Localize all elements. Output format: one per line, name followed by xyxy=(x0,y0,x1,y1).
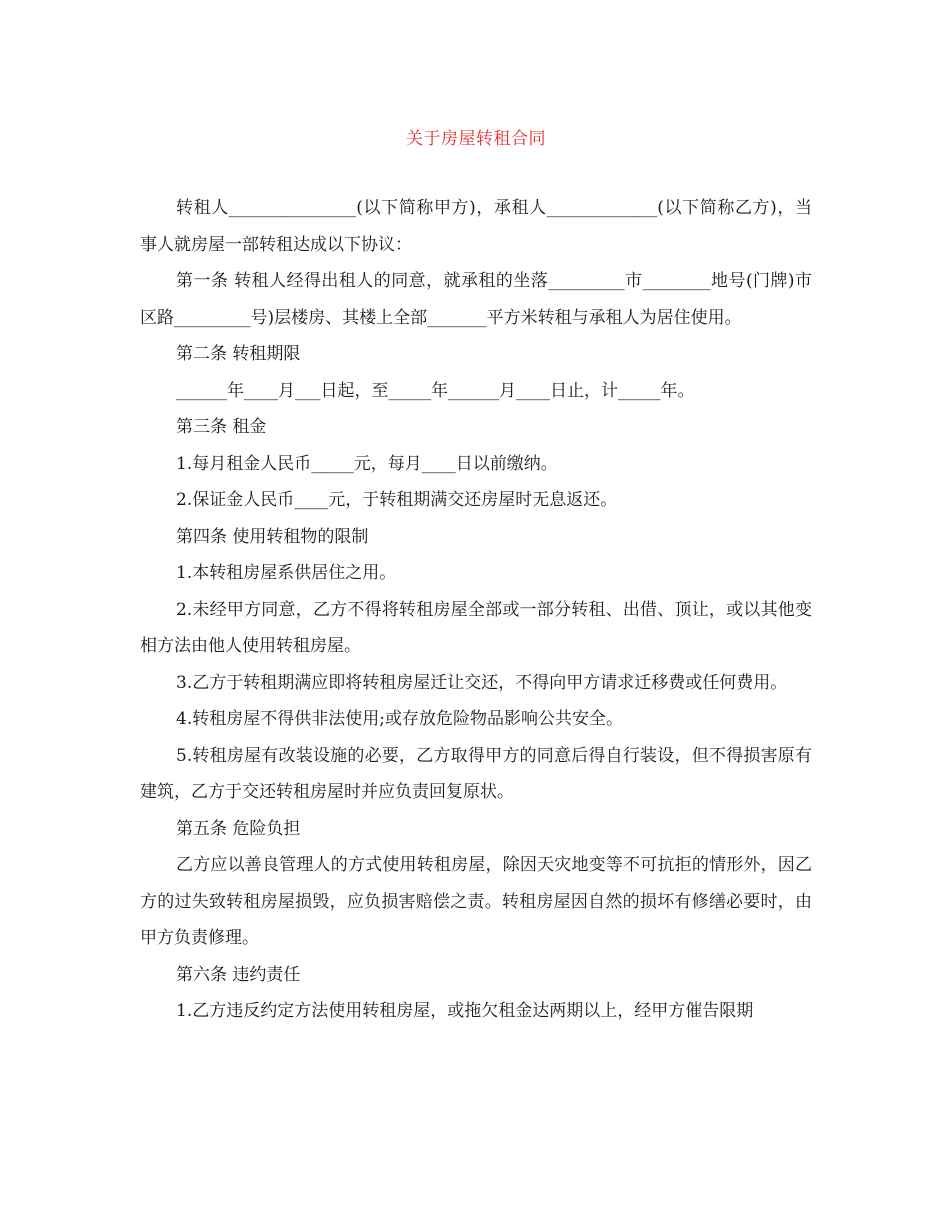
document-body xyxy=(140,190,812,1030)
paragraph-rent-2: 2.保证金人民币____元，于转租期满交还房屋时无息返还。 xyxy=(176,490,618,510)
paragraph-use-3: 3.乙方于转租期满应即将转租房屋迁让交还，不得向甲方请求迁移费或任何费用。 xyxy=(176,672,788,693)
paragraph-breach-1: 1.乙方违反约定方法使用转租房屋，或拖欠租金达两期以上，经甲方催告限期 xyxy=(176,1001,754,1021)
paragraph-use-1: 1.本转租房屋系供居住之用。 xyxy=(176,563,397,583)
heading-article-3: 第三条 租金 xyxy=(176,417,267,437)
paragraph-risk: 乙方应以善良管理人的方式使用转租房屋，除因天灾地变等不可抗拒的情形外，因乙方的过失致转租房屋损毁，应负损害赔偿之责。转租房屋因自然的损坏有修缮必要时，由甲方负责修理。 xyxy=(140,855,812,948)
paragraph-use-2: 2.未经甲方同意，乙方不得将转租房屋全部或一部分转租、出借、顶让，或以其他变相方法由他人使用转租房屋。 xyxy=(140,599,812,656)
paragraph-term-dates: ______年____月___日起，至_____年______月____日止，计_____年。 xyxy=(176,380,695,401)
heading-article-5: 第五条 危险负担 xyxy=(176,818,301,839)
document-title: 关于房屋转租合同 xyxy=(406,129,546,149)
heading-article-4: 第四条 使用转租物的限制 xyxy=(176,526,369,547)
paragraph-rent-1: 1.每月租金人民币_____元，每月____日以前缴纳。 xyxy=(176,453,558,474)
paragraph-article-1: 第一条 转租人经得出租人的同意，就承租的坐落_________市________地号(门牌)市区路_________号)层楼房、其楼上全部_______平方米转租与承租人为居住使用。 xyxy=(140,271,812,328)
paragraph-parties: 转租人_______________(以下简称甲方)，承租人_____________(以下简称乙方)，当事人就房屋一部转租达成以下协议： xyxy=(140,198,812,255)
paragraph-use-4: 4.转租房屋不得供非法使用;或存放危险物品影响公共安全。 xyxy=(176,709,623,729)
paragraph-use-5: 5.转租房屋有改装设施的必要，乙方取得甲方的同意后得自行装设，但不得损害原有建筑，乙方于交还转租房屋时并应负责回复原状。 xyxy=(140,745,812,802)
heading-article-2: 第二条 转租期限 xyxy=(176,344,301,364)
heading-article-6: 第六条 违约责任 xyxy=(176,964,301,985)
